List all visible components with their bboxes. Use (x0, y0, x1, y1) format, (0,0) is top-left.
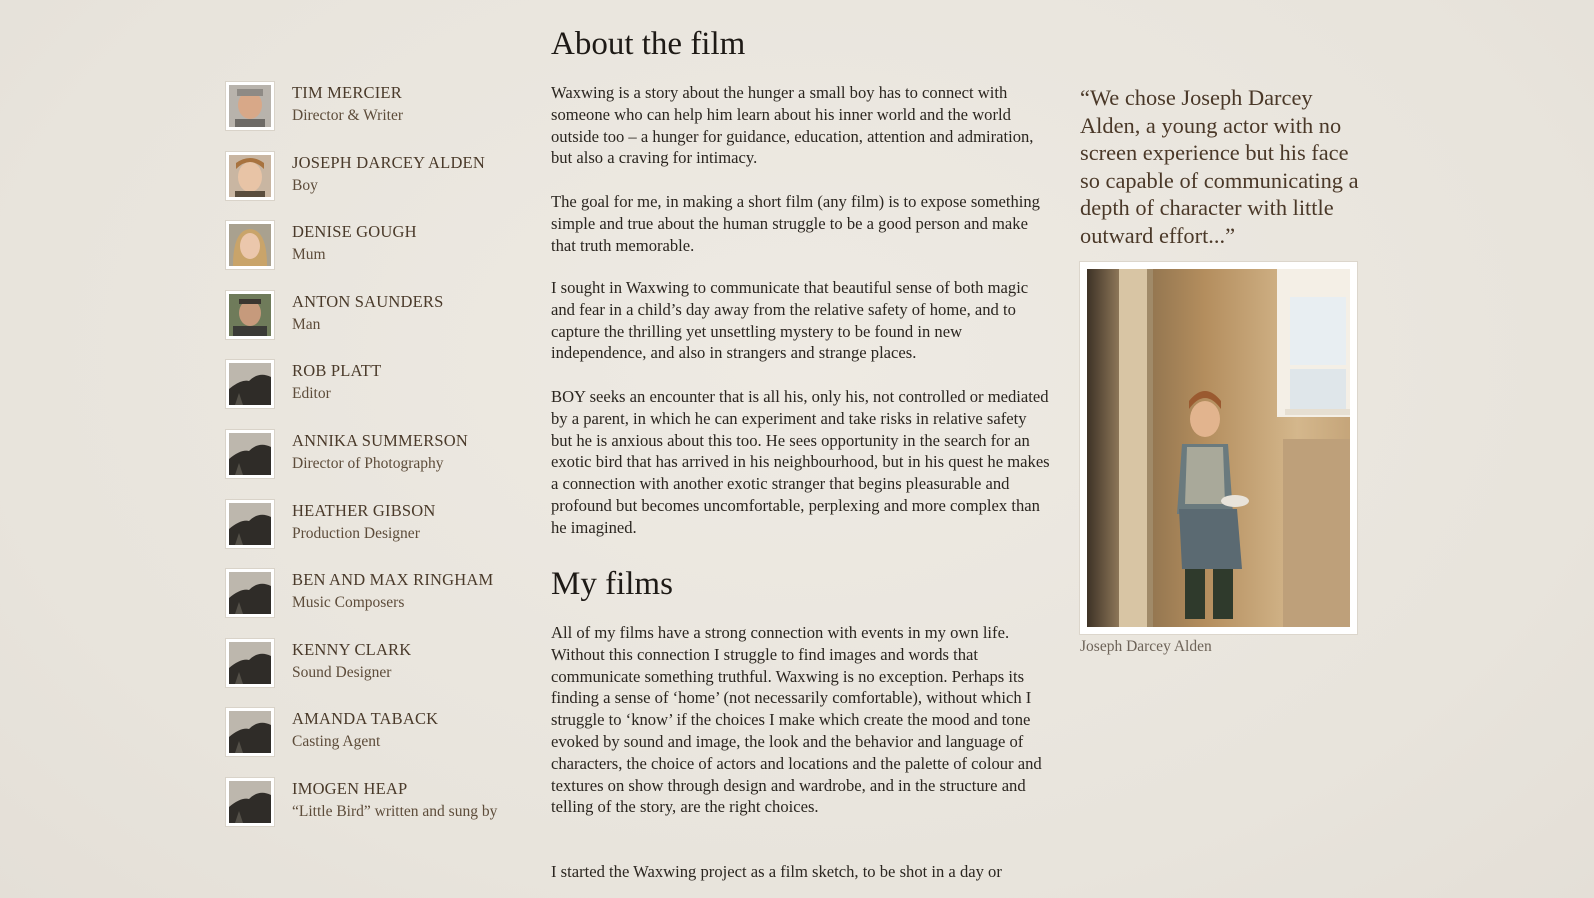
about-paragraph: I sought in Waxwing to communicate that beautiful sense of both magic and fear in a child’s day away from the relative safety of home, and to capture the thrilling yet unsettling mystery to be found in new independence, and also in strangers and strange places. (551, 278, 1029, 363)
crew-item[interactable] (226, 291, 526, 340)
crew-photo[interactable] (226, 82, 274, 130)
crew-name[interactable]: JOSEPH DARCEY ALDEN (292, 152, 485, 172)
about-paragraph: Waxwing is a story about the hunger a small boy has to connect with someone who can help him learn about his inner world and the world outside too – a hunger for guidance, education, attention and admiration, but also a craving for intimacy. (551, 83, 1034, 168)
films-paragraph: All of my films have a strong connection with events in my own life. Without this connection I struggle to find images and words that communicate something truthful. Waxwing is no exception. Perhaps its finding a sense of ‘home’ (not necessarily comfortable), without which I struggle to ‘know’ if the choices I make which create the mood and tone evoked by sound and image, the look and the behavior and language of characters, the choice of actors and locations and the palette of colour and textures on show through design and wardrobe, and in the structure and telling of the story, are the right choices. (551, 623, 1042, 817)
crew-photo[interactable] (226, 639, 274, 687)
crew-role: Director of Photography (292, 454, 444, 472)
crew-role: Man (292, 315, 321, 333)
crew-item[interactable] (226, 500, 526, 549)
crew-name[interactable]: HEATHER GIBSON (292, 500, 436, 520)
crew-name[interactable]: IMOGEN HEAP (292, 778, 408, 798)
films-heading: My films (551, 566, 673, 602)
crew-photo[interactable] (226, 221, 274, 269)
crew-role: Sound Designer (292, 663, 392, 681)
crew-role: Mum (292, 246, 326, 264)
crew-item[interactable] (226, 152, 526, 201)
crew-role: “Little Bird” written and sung by (292, 802, 498, 820)
crew-photo[interactable] (226, 291, 274, 339)
crew-item[interactable] (226, 639, 526, 688)
crew-photo[interactable] (226, 500, 274, 548)
crew-role: Editor (292, 385, 331, 403)
about-paragraph: The goal for me, in making a short film (any film) is to expose something simple and true about the human struggle to be a good person and make that truth memorable. (551, 192, 1040, 255)
about-heading: About the film (551, 26, 746, 62)
crew-list (226, 82, 526, 848)
crew-photo[interactable] (226, 430, 274, 478)
crew-photo[interactable] (226, 708, 274, 756)
boy-photo (1087, 269, 1350, 627)
crew-role: Music Composers (292, 594, 405, 612)
crew-item[interactable] (226, 430, 526, 479)
about-paragraph: BOY seeks an encounter that is all his, only his, not controlled or mediated by a parent, in which he can experiment and take risks in relative safety but he is anxious about this too. He sees opportunity in the search for an exotic bird that has arrived in his neighbourhood, but in his quest he makes a connection with another exotic stranger that begins pleasurable and profound but becomes uncomfortable, perplexing and more complex than he imagined. (551, 387, 1050, 537)
crew-name[interactable]: BEN AND MAX RINGHAM (292, 570, 494, 590)
crew-item[interactable] (226, 221, 526, 270)
photo-caption: Joseph Darcey Alden (1080, 638, 1212, 655)
crew-item[interactable] (226, 360, 526, 409)
crew-photo[interactable] (226, 152, 274, 200)
crew-role: Director & Writer (292, 107, 403, 124)
crew-photo[interactable] (226, 569, 274, 617)
crew-name[interactable]: TIM MERCIER (292, 83, 402, 102)
crew-item[interactable] (226, 82, 526, 131)
crew-name[interactable]: DENISE GOUGH (292, 222, 417, 242)
crew-name[interactable]: ANTON SAUNDERS (292, 291, 444, 311)
crew-role: Casting Agent (292, 733, 381, 751)
crew-item[interactable] (226, 569, 526, 618)
crew-item[interactable] (226, 778, 526, 827)
crew-name[interactable]: AMANDA TABACK (292, 709, 439, 729)
crew-name[interactable]: KENNY CLARK (292, 639, 412, 659)
crew-role: Production Designer (292, 524, 420, 542)
crew-photo[interactable] (226, 360, 274, 408)
crew-role: Boy (292, 176, 318, 194)
crew-photo[interactable] (226, 778, 274, 826)
crew-name[interactable]: ANNIKA SUMMERSON (292, 430, 469, 450)
pull-quote: “We chose Joseph Darcey Alden, a young actor with no screen experience but his face so capable of communicating a depth of character with little outward effort...” (1080, 85, 1359, 248)
featured-photo[interactable] (1080, 262, 1357, 634)
films-paragraph: I started the Waxwing project as a film sketch, to be shot in a day or (551, 862, 1002, 881)
crew-name[interactable]: ROB PLATT (292, 361, 382, 381)
crew-item[interactable] (226, 708, 526, 757)
